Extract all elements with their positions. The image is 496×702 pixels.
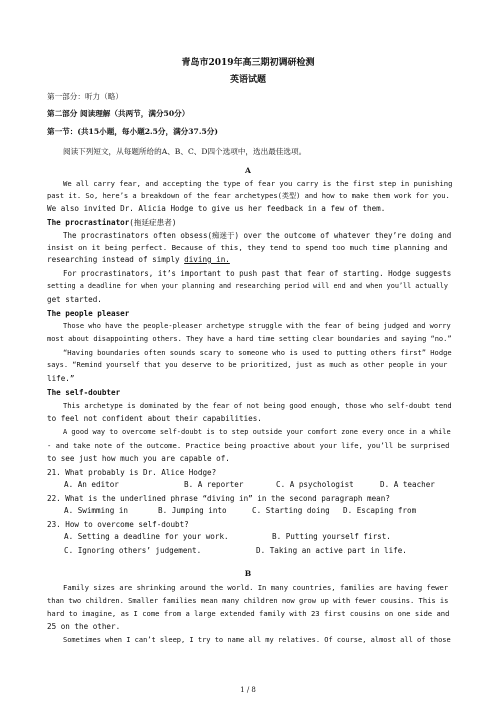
passage-a-line: says. “Remind yourself that you deserve to be prioritized, just as much as other people in your [47,361,448,369]
self-doubter-heading: The self-doubter [47,388,121,397]
answer-option[interactable]: D. A teacher [380,480,435,489]
answer-option[interactable]: A. Swimming in [64,506,129,515]
answer-option[interactable]: C. Starting doing [252,506,330,515]
passage-a-line: This archetype is dominated by the fear of not being good enough, those who self-doubt tend [63,401,452,410]
answer-option[interactable]: A. An editor [64,480,119,489]
section1-heading: 第一节：(共15小题，每小题2.5分，满分37.5分) [47,127,218,136]
passage-b-line: than two children. Smaller families mean many children now grow up with fewer cousins. This is [47,596,449,605]
passage-a-line: For procrastinators, it’s important to push past that fear of starting. Hodge suggests [63,269,452,278]
passage-a-line: “Having boundaries often sounds scary to someone who is used to putting others first” Hodge [63,348,452,357]
passage-a-line: to see just how much you are capable of. [47,454,230,463]
question-stem: 21. What probably is Dr. Alice Hodge? [47,468,217,477]
passage-a-line: We also invited Dr. Alicia Hodge to give us her feedback in a few of them. [47,204,386,213]
answer-option[interactable]: D. Taking an active part in life. [256,546,407,555]
answer-option[interactable]: C. Ignoring others’ judgement. [64,546,202,555]
procrastinator-heading [47,217,451,228]
passage-a-line [47,254,451,265]
passage-a-line: most about disappointing others. They have a hard time setting clear boundaries and saying “no.” [47,335,452,343]
passage-a-line: - and take note of the outcome. Practice being proactive about your life, you’ll be surprised [47,441,450,450]
passage-a-label: A [245,166,251,175]
instruction-text: 阅读下列短文，从每题所给的A、B、C、D四个选项中，选出最佳选项。 [63,147,307,156]
answer-option[interactable]: B. A reporter [184,480,244,489]
exam-title: 青岛市2019年高三期初调研检测 [181,58,315,68]
answer-option[interactable]: B. Putting yourself first. [272,532,391,541]
passage-a-line: life.” [47,374,75,383]
passage-a-line: insist on it being perfect. Because of this, they tend to spend too much time planning and [47,243,448,252]
line-text: researching instead of simply [47,255,185,264]
passage-b-line: Sometimes when I can’t sleep, I try to name all my relatives. Of course, almost all of those [63,636,451,644]
question-stem: 22. What is the underlined phrase “diving in” in the second paragraph mean? [47,494,390,503]
exam-subject: 英语试题 [229,75,266,85]
passage-b-line: Family sizes are shrinking around the world. In many countries, families are having fewer [63,583,449,592]
passage-b-line: 25 on the other. [47,622,121,631]
answer-option[interactable]: B. Jumping into [158,506,227,515]
answer-option[interactable]: C. A psychologist [276,480,354,489]
answer-option[interactable]: D. Escaping from [343,506,417,515]
passage-a-line: past it. So, here’s a breakdown of the fear archetypes(类型) and how to make them work for you. [47,191,450,200]
passage-a-line: to feel not confident about their capabilities. [47,414,262,423]
passage-a-line: Those who have the people-pleaser archetype struggle with the fear of being judged and worry [63,322,451,330]
people-pleaser-heading: The people pleaser [47,309,130,318]
answer-option[interactable]: A. Setting a deadline for your work. [64,532,229,541]
passage-a-line: The procrastinators often obsess(痴迷于) over the outcome of whatever they’re doing and [63,231,452,240]
passage-a-line: We all carry fear, and accepting the type of fear you carry is the first step in punishing [63,179,453,188]
passage-a-line: A good way to overcome self-doubt is to step outside your comfort zone every once in a while [63,428,451,436]
passage-a-line: get started. [47,295,102,304]
heading-text: The procrastinator [47,218,130,227]
heading-note: (拖延症患者) [129,218,177,227]
part1-heading: 第一部分：听力（略） [47,92,123,101]
part2-heading: 第二部分 阅读理解（共两节，满分50分） [47,109,190,118]
passage-b-line: hard to imagine, as I come from a large extended family with 23 first cousins on one side and [47,609,450,618]
question-stem: 23. How to overcome self-doubt? [47,520,189,529]
passage-b-label: B [244,569,252,578]
passage-a-line: setting a deadline for when your planning and researching period will end and when you’ll actually [47,282,449,290]
page-number: 1 / 8 [240,686,256,694]
underlined-phrase: diving in. [184,255,230,264]
